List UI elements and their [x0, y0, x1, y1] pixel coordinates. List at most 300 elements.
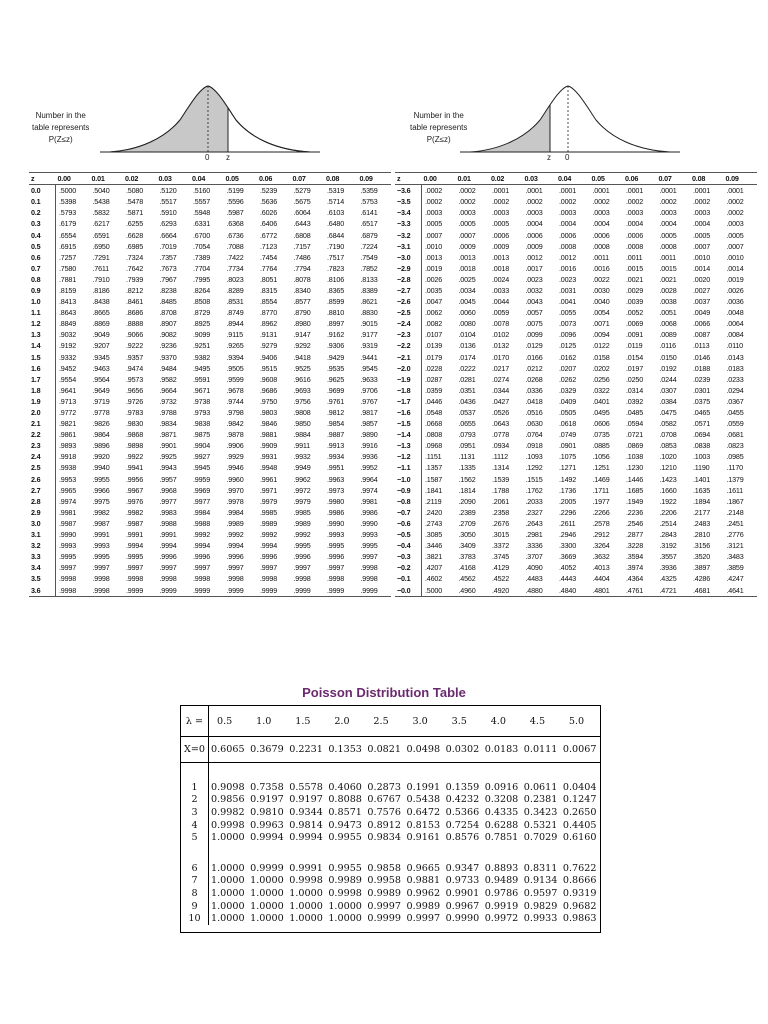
- z-value-cell: 3.1: [29, 529, 56, 540]
- probability-cell: .0228: [425, 363, 442, 373]
- probability-cell: .9370: [159, 352, 177, 362]
- probability-cell: .9972: [293, 485, 311, 495]
- probability-cell: .0418: [525, 396, 543, 406]
- z-value-cell: −1.8: [395, 385, 422, 396]
- probability-cell: .1446: [626, 474, 643, 484]
- probability-cell: .9960: [226, 474, 244, 484]
- probability-cell: .8264: [193, 285, 210, 295]
- probability-cell: .9971: [260, 485, 277, 495]
- caption-line: table represents: [410, 123, 468, 132]
- z-value-cell: −2.0: [395, 363, 422, 374]
- probability-cell: .0179: [425, 352, 442, 362]
- probability-cell: .6103: [327, 208, 344, 218]
- probability-cell: .0107: [425, 330, 442, 340]
- table-row: [29, 263, 391, 274]
- probability-cell: .9032: [59, 330, 76, 340]
- probability-cell: 0.8576: [445, 832, 480, 844]
- normal-curve-left: [20, 80, 380, 170]
- table-row: [29, 518, 391, 529]
- axis-label-zero: 0: [565, 153, 570, 162]
- probability-cell: .0044: [492, 297, 509, 307]
- probability-cell: .7019: [159, 241, 177, 251]
- probability-cell: 0.9856: [211, 794, 245, 806]
- probability-cell: .0166: [525, 352, 543, 362]
- probability-cell: .0043: [525, 297, 543, 307]
- probability-cell: .3520: [693, 552, 710, 562]
- column-header: 0.03: [523, 173, 557, 185]
- probability-cell: .9991: [92, 530, 110, 540]
- probability-cell: .0052: [626, 308, 643, 318]
- probability-cell: .9756: [293, 396, 311, 406]
- probability-cell: 0.2231: [287, 737, 326, 763]
- probability-cell: .9798: [226, 408, 244, 418]
- probability-cell: .8925: [193, 319, 210, 329]
- z-value-cell: −3.0: [395, 252, 422, 263]
- probability-cell: .2611: [559, 518, 576, 528]
- z-table-negative: [395, 172, 757, 597]
- probability-cell: .3050: [458, 530, 476, 540]
- probability-cell: .9147: [293, 330, 311, 340]
- probability-cell: .8413: [59, 297, 76, 307]
- z-value-cell: 0.1: [29, 196, 56, 207]
- probability-cell: .6879: [360, 230, 378, 240]
- probability-cell: .8962: [260, 319, 277, 329]
- table-row: [29, 507, 391, 518]
- probability-cell: .0003: [626, 208, 643, 218]
- table-row: [395, 440, 757, 451]
- probability-cell: 0.9489: [484, 875, 519, 887]
- probability-cell: .0001: [592, 186, 610, 196]
- probability-cell: .5000: [422, 584, 456, 596]
- probability-cell: .9997: [293, 563, 311, 573]
- probability-cell: .9236: [159, 341, 177, 351]
- probability-cell: 0.6288: [484, 819, 519, 831]
- probability-cell: 0.7851: [484, 832, 519, 844]
- probability-cell: .1611: [726, 485, 743, 495]
- probability-cell: .0367: [726, 396, 744, 406]
- probability-cell: .9761: [327, 396, 344, 406]
- probability-cell: .6700: [193, 230, 210, 240]
- probability-cell: 0.2381: [523, 794, 558, 806]
- probability-cell: 0.9997: [367, 900, 401, 912]
- probability-cell: .4681: [690, 584, 724, 596]
- probability-cell: .9977: [159, 496, 177, 506]
- probability-cell: .9997: [327, 563, 344, 573]
- table-row: [29, 573, 391, 584]
- probability-cell: .0668: [425, 419, 442, 429]
- probability-cell: .3483: [726, 552, 744, 562]
- probability-cell: .0001: [559, 186, 576, 196]
- probability-cell: .9909: [260, 441, 277, 451]
- probability-cell: .4721: [657, 584, 691, 596]
- probability-cell: 0.4060: [328, 781, 362, 793]
- probability-cell: .2810: [693, 530, 710, 540]
- table-row: [181, 794, 600, 807]
- table-row: [395, 518, 757, 529]
- probability-cell: .0002: [626, 197, 643, 207]
- probability-cell: .9992: [293, 530, 311, 540]
- probability-cell: .9993: [59, 541, 76, 551]
- z-value-cell: −2.9: [395, 263, 422, 274]
- probability-cell: 0.9989: [328, 875, 362, 887]
- probability-cell: .9441: [360, 352, 378, 362]
- probability-cell: .0104: [458, 330, 476, 340]
- probability-cell: .1867: [726, 496, 744, 506]
- probability-cell: .8599: [327, 297, 344, 307]
- column-header: 0.03: [157, 173, 191, 185]
- probability-cell: .9999: [257, 584, 291, 596]
- probability-cell: 1.0000: [211, 887, 245, 899]
- probability-cell: .9599: [226, 374, 244, 384]
- probability-cell: .9931: [260, 452, 277, 462]
- probability-cell: .4129: [492, 563, 509, 573]
- probability-cell: .8438: [92, 297, 110, 307]
- probability-cell: .9996: [293, 552, 311, 562]
- probability-cell: .0793: [458, 430, 476, 440]
- probability-cell: 0.9134: [523, 875, 558, 887]
- probability-cell: .8643: [59, 308, 76, 318]
- probability-cell: .9854: [327, 419, 344, 429]
- probability-cell: .2676: [492, 518, 509, 528]
- probability-cell: .0007: [458, 230, 476, 240]
- probability-cell: .8159: [59, 285, 76, 295]
- probability-cell: .0001: [659, 186, 677, 196]
- probability-cell: .5910: [159, 208, 177, 218]
- lambda-value-header: 1.0: [248, 706, 287, 737]
- probability-cell: .9656: [126, 385, 143, 395]
- table-row: [29, 562, 391, 573]
- probability-cell: .0008: [659, 241, 677, 251]
- z-value-cell: 1.1: [29, 307, 56, 318]
- probability-cell: 0.9473: [328, 819, 362, 831]
- probability-cell: .0013: [492, 252, 509, 262]
- probability-cell: 0.9098: [211, 781, 245, 793]
- probability-cell: .3085: [425, 530, 442, 540]
- z-value-cell: −2.7: [395, 285, 422, 296]
- probability-cell: .9671: [193, 385, 210, 395]
- probability-cell: .5987: [226, 208, 244, 218]
- probability-cell: .0446: [425, 396, 442, 406]
- probability-cell: .9633: [360, 374, 378, 384]
- probability-cell: .1635: [693, 485, 710, 495]
- probability-cell: 1.0000: [211, 875, 245, 887]
- probability-cell: .0001: [492, 186, 509, 196]
- probability-cell: .0183: [726, 363, 744, 373]
- probability-cell: 0.9998: [211, 819, 245, 831]
- probability-cell: .2033: [525, 496, 543, 506]
- probability-cell: .6517: [360, 219, 378, 229]
- probability-cell: 0.9962: [406, 887, 441, 899]
- probability-cell: .0146: [693, 352, 710, 362]
- probability-cell: .0102: [492, 330, 509, 340]
- z-value-cell: −1.3: [395, 440, 422, 451]
- probability-cell: .9641: [59, 385, 76, 395]
- column-header: 0.02: [489, 173, 523, 185]
- column-header: 0.09: [358, 173, 392, 185]
- probability-cell: .2912: [592, 530, 610, 540]
- probability-cell: 0.9989: [406, 900, 441, 912]
- probability-cell: .6064: [293, 208, 311, 218]
- probability-cell: .0154: [626, 352, 643, 362]
- z-column-header: z: [395, 173, 422, 185]
- probability-cell: .3859: [726, 563, 744, 573]
- probability-cell: 1.0000: [250, 900, 284, 912]
- probability-cell: .0055: [559, 308, 576, 318]
- probability-cell: .1469: [592, 474, 610, 484]
- probability-cell: .0116: [659, 341, 676, 351]
- probability-cell: 0.0611: [523, 781, 558, 793]
- probability-cell: .9978: [226, 496, 244, 506]
- probability-cell: .7580: [59, 263, 76, 273]
- column-header: 0.00: [422, 173, 456, 185]
- probability-cell: .0015: [626, 263, 643, 273]
- lambda-value-header: 4.0: [483, 706, 522, 737]
- z-value-cell: 0.8: [29, 274, 56, 285]
- probability-cell: .9177: [360, 330, 378, 340]
- probability-cell: .0838: [693, 441, 710, 451]
- probability-cell: 0.8666: [562, 875, 597, 887]
- table-row: [29, 185, 391, 197]
- probability-cell: .9871: [159, 430, 177, 440]
- probability-cell: .0202: [592, 363, 610, 373]
- probability-cell: .0250: [626, 374, 643, 384]
- probability-cell: .0985: [726, 452, 744, 462]
- probability-cell: .9998: [59, 574, 76, 584]
- z-value-cell: −0.4: [395, 540, 422, 551]
- probability-cell: .9998: [92, 574, 110, 584]
- probability-cell: .5517: [159, 197, 177, 207]
- probability-cell: .2358: [492, 507, 509, 517]
- probability-cell: .2877: [626, 530, 643, 540]
- probability-cell: 0.9958: [367, 875, 401, 887]
- probability-cell: .9998: [226, 574, 244, 584]
- probability-cell: 0.9990: [445, 913, 480, 925]
- probability-cell: .9992: [260, 530, 277, 540]
- probability-cell: .9382: [193, 352, 210, 362]
- probability-cell: 0.4232: [445, 794, 480, 806]
- table-row: [29, 584, 391, 596]
- probability-cell: .3936: [659, 563, 677, 573]
- probability-cell: .9772: [59, 408, 76, 418]
- probability-cell: .9968: [159, 485, 177, 495]
- probability-cell: .9997: [193, 563, 210, 573]
- column-header: 0.06: [623, 173, 657, 185]
- probability-cell: .6141: [360, 208, 378, 218]
- probability-cell: .7673: [159, 263, 177, 273]
- probability-cell: .9997: [92, 563, 110, 573]
- probability-cell: .7794: [293, 263, 311, 273]
- probability-cell: 1.0000: [250, 875, 284, 887]
- probability-cell: 0.8571: [328, 806, 362, 818]
- probability-cell: .0018: [458, 263, 476, 273]
- probability-cell: .2389: [458, 507, 476, 517]
- table-row: [181, 900, 600, 913]
- z-table-positive: [29, 172, 391, 597]
- probability-cell: .0244: [659, 374, 677, 384]
- probability-cell: .5753: [360, 197, 378, 207]
- probability-cell: .0078: [492, 319, 509, 329]
- probability-cell: .9985: [293, 507, 311, 517]
- probability-cell: .8770: [260, 308, 277, 318]
- column-header: 0.07: [291, 173, 325, 185]
- probability-cell: .2177: [693, 507, 710, 517]
- probability-cell: .9991: [126, 530, 143, 540]
- probability-cell: .6985: [126, 241, 143, 251]
- probability-cell: .0004: [559, 219, 576, 229]
- probability-cell: .9830: [126, 419, 143, 429]
- probability-cell: .9969: [193, 485, 210, 495]
- probability-cell: .0023: [559, 274, 576, 284]
- spacer-cell: [181, 763, 209, 782]
- probability-cell: .9997: [126, 563, 143, 573]
- probability-cell: .9207: [92, 341, 110, 351]
- probability-cell: .0110: [726, 341, 743, 351]
- probability-cell: .0001: [525, 186, 543, 196]
- x-value-cell: X=0: [181, 737, 209, 763]
- poisson-table-title: Poisson Distribution Table: [302, 685, 466, 700]
- probability-cell: .4840: [556, 584, 590, 596]
- z-value-cell: 0.3: [29, 218, 56, 229]
- probability-cell: .9545: [360, 363, 378, 373]
- probability-cell: .8888: [126, 319, 143, 329]
- z-value-cell: −2.5: [395, 307, 422, 318]
- probability-cell: .0037: [693, 297, 710, 307]
- x-value-cell: 5: [181, 831, 209, 844]
- table-row: [29, 407, 391, 418]
- z-value-cell: 1.8: [29, 385, 56, 396]
- probability-cell: .0606: [592, 419, 610, 429]
- spacer-row: [181, 844, 600, 862]
- probability-cell: .9573: [126, 374, 143, 384]
- probability-cell: .1977: [592, 496, 610, 506]
- probability-cell: .2296: [559, 507, 576, 517]
- z-value-cell: −0.9: [395, 485, 422, 496]
- probability-cell: 0.9999: [367, 913, 401, 925]
- table-row: [395, 485, 757, 496]
- z-value-cell: 0.2: [29, 207, 56, 218]
- probability-cell: 0.7622: [562, 862, 597, 874]
- z-value-cell: 3.5: [29, 573, 56, 584]
- probability-cell: .5478: [126, 197, 143, 207]
- probability-cell: .0054: [592, 308, 610, 318]
- probability-cell: .0003: [425, 208, 442, 218]
- probability-cell: .9953: [59, 474, 76, 484]
- z-value-cell: −1.1: [395, 462, 422, 473]
- probability-cell: 0.7254: [445, 819, 480, 831]
- probability-cell: .0066: [693, 319, 710, 329]
- probability-cell: 0.9858: [367, 862, 401, 874]
- probability-cell: .8051: [260, 274, 277, 284]
- probability-cell: .5080: [126, 186, 143, 196]
- probability-cell: .9222: [126, 341, 143, 351]
- probability-cell: .9878: [226, 430, 244, 440]
- table-row: [29, 529, 391, 540]
- probability-cell: .5000: [59, 186, 76, 196]
- x-value-cell: 4: [181, 819, 209, 832]
- z-value-cell: 2.4: [29, 451, 56, 462]
- probability-cell: .9896: [92, 441, 110, 451]
- table-row: [29, 329, 391, 340]
- probability-cell: .9964: [360, 474, 378, 484]
- probability-cell: .9265: [226, 341, 244, 351]
- probability-cell: .7823: [327, 263, 344, 273]
- table-row: [395, 185, 757, 197]
- table-row: [181, 831, 600, 844]
- normal-curve-right: [410, 80, 768, 170]
- probability-cell: 0.0302: [444, 737, 483, 763]
- probability-cell: .9996: [260, 552, 277, 562]
- probability-cell: .7357: [159, 252, 177, 262]
- probability-cell: .3015: [492, 530, 509, 540]
- z-value-cell: 3.2: [29, 540, 56, 551]
- z-value-cell: −2.4: [395, 318, 422, 329]
- probability-cell: .9429: [327, 352, 344, 362]
- probability-cell: .0011: [592, 252, 609, 262]
- probability-cell: .0003: [525, 208, 543, 218]
- table-row: [29, 340, 391, 351]
- probability-cell: .8729: [193, 308, 210, 318]
- z-value-cell: −3.1: [395, 241, 422, 252]
- lambda-value-header: 2.0: [326, 706, 365, 737]
- table-row: [395, 196, 757, 207]
- probability-cell: .0002: [458, 197, 476, 207]
- probability-cell: 0.9999: [250, 862, 284, 874]
- probability-cell: .9608: [260, 374, 277, 384]
- probability-cell: .0012: [559, 252, 576, 262]
- probability-cell: 0.0183: [483, 737, 522, 763]
- z-value-cell: −1.6: [395, 407, 422, 418]
- table-row: [29, 540, 391, 551]
- probability-cell: .0004: [693, 219, 710, 229]
- table-row: [181, 781, 600, 794]
- probability-cell: .9850: [293, 419, 311, 429]
- probability-cell: 1.0000: [250, 913, 284, 925]
- table-row: [395, 562, 757, 573]
- probability-cell: .0069: [626, 319, 643, 329]
- probability-cell: .3336: [525, 541, 543, 551]
- probability-cell: .1251: [592, 463, 610, 473]
- probability-cell: 0.2650: [562, 806, 597, 818]
- table-row: [29, 241, 391, 252]
- probability-cell: .8810: [327, 308, 344, 318]
- probability-cell: .0436: [458, 396, 476, 406]
- probability-cell: .9913: [327, 441, 344, 451]
- axis-label-zero: 0: [205, 153, 210, 162]
- probability-cell: .0427: [492, 396, 509, 406]
- probability-cell: .9484: [159, 363, 177, 373]
- probability-cell: .9906: [226, 441, 244, 451]
- probability-cell: .0027: [693, 285, 710, 295]
- probability-cell: .0681: [726, 430, 744, 440]
- probability-cell: 0.1359: [445, 781, 480, 793]
- probability-cell: .9984: [193, 507, 210, 517]
- probability-cell: .8106: [327, 274, 344, 284]
- probability-cell: .6808: [293, 230, 311, 240]
- z-value-cell: 0.5: [29, 241, 56, 252]
- probability-cell: 0.9665: [406, 862, 441, 874]
- probability-cell: .5199: [226, 186, 244, 196]
- probability-cell: .9744: [226, 396, 244, 406]
- z-value-cell: 1.7: [29, 374, 56, 385]
- probability-cell: .5557: [193, 197, 210, 207]
- probability-cell: .8133: [360, 274, 378, 284]
- probability-cell: 0.8153: [406, 819, 441, 831]
- probability-cell: .0004: [659, 219, 677, 229]
- probability-cell: .7123: [260, 241, 277, 251]
- probability-cell: .4562: [458, 574, 476, 584]
- probability-cell: 0.9881: [406, 875, 441, 887]
- table-row: [395, 507, 757, 518]
